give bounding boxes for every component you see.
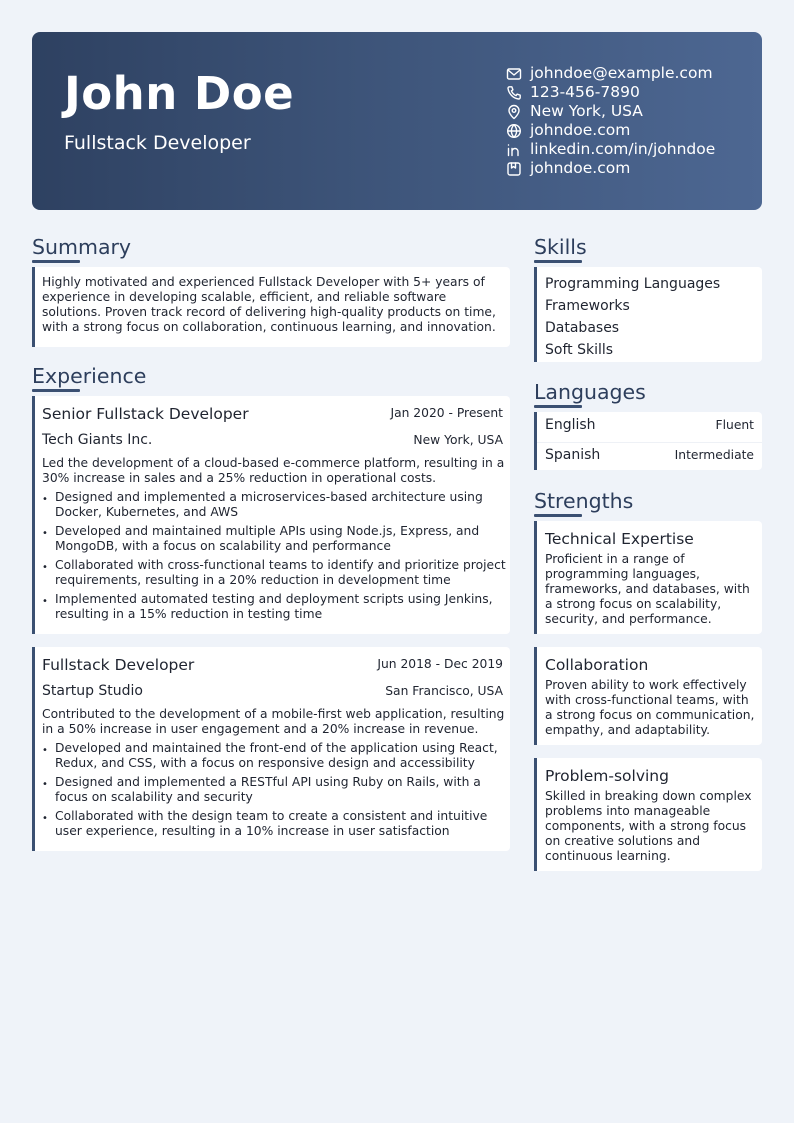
contact-linkedin-text: linkedin.com/in/johndoe xyxy=(530,140,716,158)
languages-heading-underline xyxy=(534,405,582,408)
contact-location xyxy=(506,102,715,121)
contact-linkedin[interactable] xyxy=(506,140,715,159)
job-bullet: • Developed and maintained multiple APIs using Node.js, Express, and MongoDB, with a focus on scalability and performance xyxy=(42,524,506,554)
languages-card xyxy=(534,412,762,470)
experience-heading: Experience xyxy=(32,364,147,388)
portfolio-icon xyxy=(506,161,522,177)
languages-heading: Languages xyxy=(534,380,646,404)
strength-title: Collaboration xyxy=(545,656,649,674)
language-level: Fluent xyxy=(715,418,754,432)
language-level: Intermediate xyxy=(674,448,754,462)
strengths-heading-underline xyxy=(534,514,582,517)
job-company: Tech Giants Inc. xyxy=(42,432,153,448)
resume-header xyxy=(32,32,762,210)
strength-description: Proven ability to work effectively with cross-functional teams, with a strong focus on communication, empathy, and adaptability. xyxy=(545,678,755,737)
location-icon xyxy=(506,104,522,120)
skill-item: Frameworks xyxy=(545,298,630,314)
strength-card xyxy=(534,647,762,745)
candidate-name: John Doe xyxy=(64,67,295,120)
strength-title: Technical Expertise xyxy=(545,530,694,548)
contact-phone-text: 123-456-7890 xyxy=(530,83,640,101)
summary-heading-underline xyxy=(32,260,80,263)
summary-card xyxy=(32,267,510,347)
job-bullet: • Developed and maintained the front-end of the application using React, Redux, and CSS, with a focus on responsive design and accessibility xyxy=(42,741,506,771)
skill-item: Soft Skills xyxy=(545,342,614,358)
skill-item: Databases xyxy=(545,320,620,336)
strength-description: Proficient in a range of programming languages, frameworks, and databases, with a strong focus on scalability, security, and performance. xyxy=(545,552,750,626)
job-dates: Jun 2018 - Dec 2019 xyxy=(377,657,503,671)
job-bullet-list xyxy=(42,741,506,843)
contact-website[interactable] xyxy=(506,121,715,140)
contact-website-text: johndoe.com xyxy=(530,121,631,139)
skill-item: Programming Languages xyxy=(545,276,721,292)
contact-portfolio-text: johndoe.com xyxy=(530,159,631,177)
contact-email-text: johndoe@example.com xyxy=(530,64,713,82)
job-description: Contributed to the development of a mobile-first web application, resulting in a 50% increase in user engagement and a 20% increase in revenue. xyxy=(42,707,505,736)
job-bullet-list xyxy=(42,490,506,626)
skills-heading: Skills xyxy=(534,235,587,259)
job-card xyxy=(32,647,510,851)
mail-icon xyxy=(506,66,522,82)
job-bullet: • Collaborated with the design team to create a consistent and intuitive user experience, resulting in a 10% increase in user satisfaction xyxy=(42,809,506,839)
strength-card xyxy=(534,521,762,634)
summary-text: Highly motivated and experienced Fullstack Developer with 5+ years of experience in developing scalable, efficient, and reliable software solutions. Proven track record of delivering high-quality products on time, with a strong focus on collaboration, continuous learning, and innovation. xyxy=(42,275,496,334)
job-dates: Jan 2020 - Present xyxy=(390,406,503,420)
job-bullet: • Implemented automated testing and deployment scripts using Jenkins, resulting in a 15% reduction in testing time xyxy=(42,592,506,622)
contact-location-text: New York, USA xyxy=(530,102,643,120)
contact-email[interactable] xyxy=(506,64,715,83)
experience-heading-underline xyxy=(32,389,80,392)
job-location: San Francisco, USA xyxy=(385,684,503,698)
globe-icon xyxy=(506,123,522,139)
job-bullet: • Designed and implemented a microservices-based architecture using Docker, Kubernetes, and AWS xyxy=(42,490,506,520)
job-title: Senior Fullstack Developer xyxy=(42,405,249,423)
job-bullet: • Collaborated with cross-functional teams to identify and prioritize project requirements, resulting in a 20% reduction in development time xyxy=(42,558,506,588)
strengths-heading: Strengths xyxy=(534,489,634,513)
skills-list xyxy=(545,273,720,361)
job-title: Fullstack Developer xyxy=(42,656,195,674)
job-description: Led the development of a cloud-based e-commerce platform, resulting in a 30% increase in sales and a 25% reduction in operational costs. xyxy=(42,456,505,485)
job-card xyxy=(32,396,510,634)
job-company: Startup Studio xyxy=(42,683,144,699)
phone-icon xyxy=(506,85,522,101)
language-name: Spanish xyxy=(545,447,601,463)
language-name: English xyxy=(545,417,596,433)
language-row xyxy=(545,440,754,470)
linkedin-icon xyxy=(506,142,522,158)
skills-heading-underline xyxy=(534,260,582,263)
contact-phone[interactable] xyxy=(506,83,715,102)
candidate-role: Fullstack Developer xyxy=(64,132,251,154)
strength-description: Skilled in breaking down complex problems into manageable components, with a strong focus on creative solutions and continuous learning. xyxy=(545,789,752,863)
language-row xyxy=(545,410,754,440)
contact-list xyxy=(506,64,715,178)
skills-card xyxy=(534,267,762,362)
job-bullet: • Designed and implemented a RESTful API using Ruby on Rails, with a focus on scalability and security xyxy=(42,775,506,805)
summary-heading: Summary xyxy=(32,235,132,259)
contact-portfolio[interactable] xyxy=(506,159,715,178)
strength-title: Problem-solving xyxy=(545,767,669,785)
job-location: New York, USA xyxy=(413,433,503,447)
strength-card xyxy=(534,758,762,871)
